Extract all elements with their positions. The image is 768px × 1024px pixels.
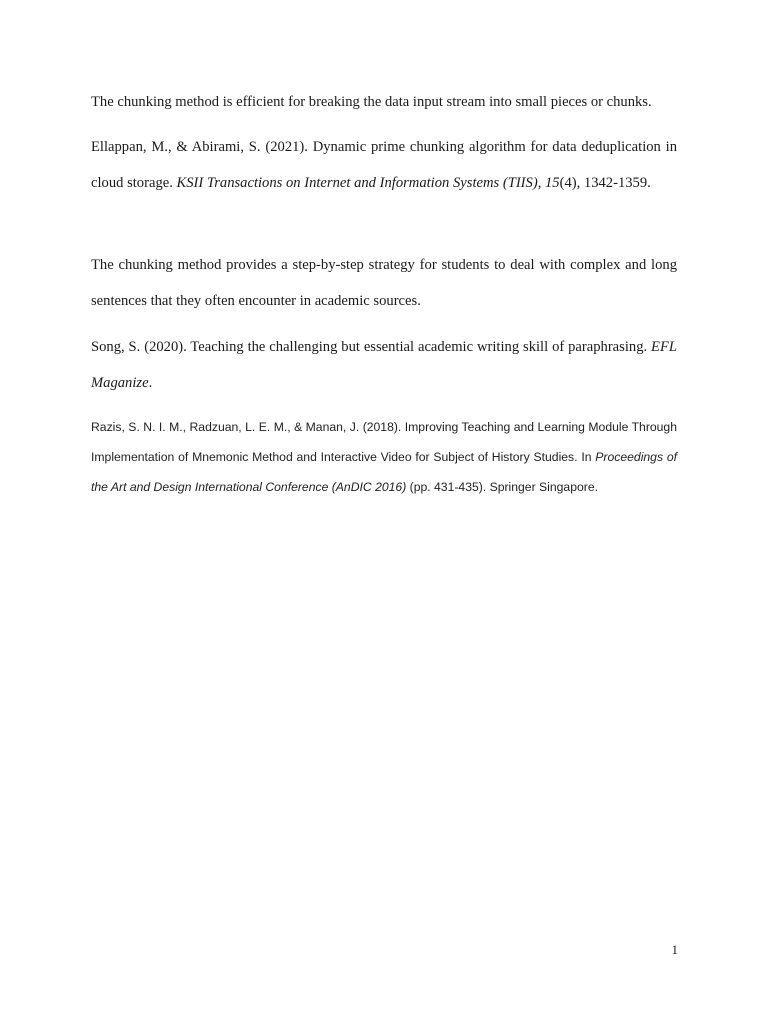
reference-ellappan-issue-pages: (4), 1342-1359. — [559, 174, 651, 191]
reference-ellappan-volume: 15 — [545, 174, 560, 191]
paragraph-chunking-efficient: The chunking method is efficient for breaking the data input stream into small pieces or chunks. — [91, 94, 652, 110]
reference-ellappan-sep: , — [537, 174, 545, 191]
reference-razis-text: Razis, S. N. I. M., Radzuan, L. E. M., & Manan, J. (2018). Improving Teaching and Learning Module Through Implementation of Mnemonic Method and Interactive Video for Subject of History Studies. In — [91, 420, 677, 464]
reference-ellappan — [91, 130, 677, 201]
reference-ellappan-text: Ellappan, M., & Abirami, S. (2021). Dynamic prime chunking algorithm for data deduplication in cloud storage. — [91, 139, 677, 191]
reference-song-source: EFL Maganize — [91, 339, 677, 391]
reference-ellappan-journal: KSII Transactions on Internet and Information Systems (TIIS) — [176, 174, 538, 191]
paragraph-chunking-strategy: The chunking method provides a step-by-step strategy for students to deal with complex and long sentences that they often encounter in academic sources. — [91, 257, 677, 309]
reference-razis — [91, 412, 677, 502]
reference-razis-proceedings: Proceedings of the Art and Design International Conference (AnDIC 2016) — [91, 450, 678, 494]
reference-razis-end: (pp. 431-435). Springer Singapore. — [406, 480, 598, 494]
reference-song — [91, 330, 677, 401]
reference-song-end: . — [148, 374, 153, 391]
reference-song-text: Song, S. (2020). Teaching the challenging but essential academic writing skill of paraphrasing. — [91, 339, 652, 355]
page-number: 1 — [671, 942, 678, 957]
